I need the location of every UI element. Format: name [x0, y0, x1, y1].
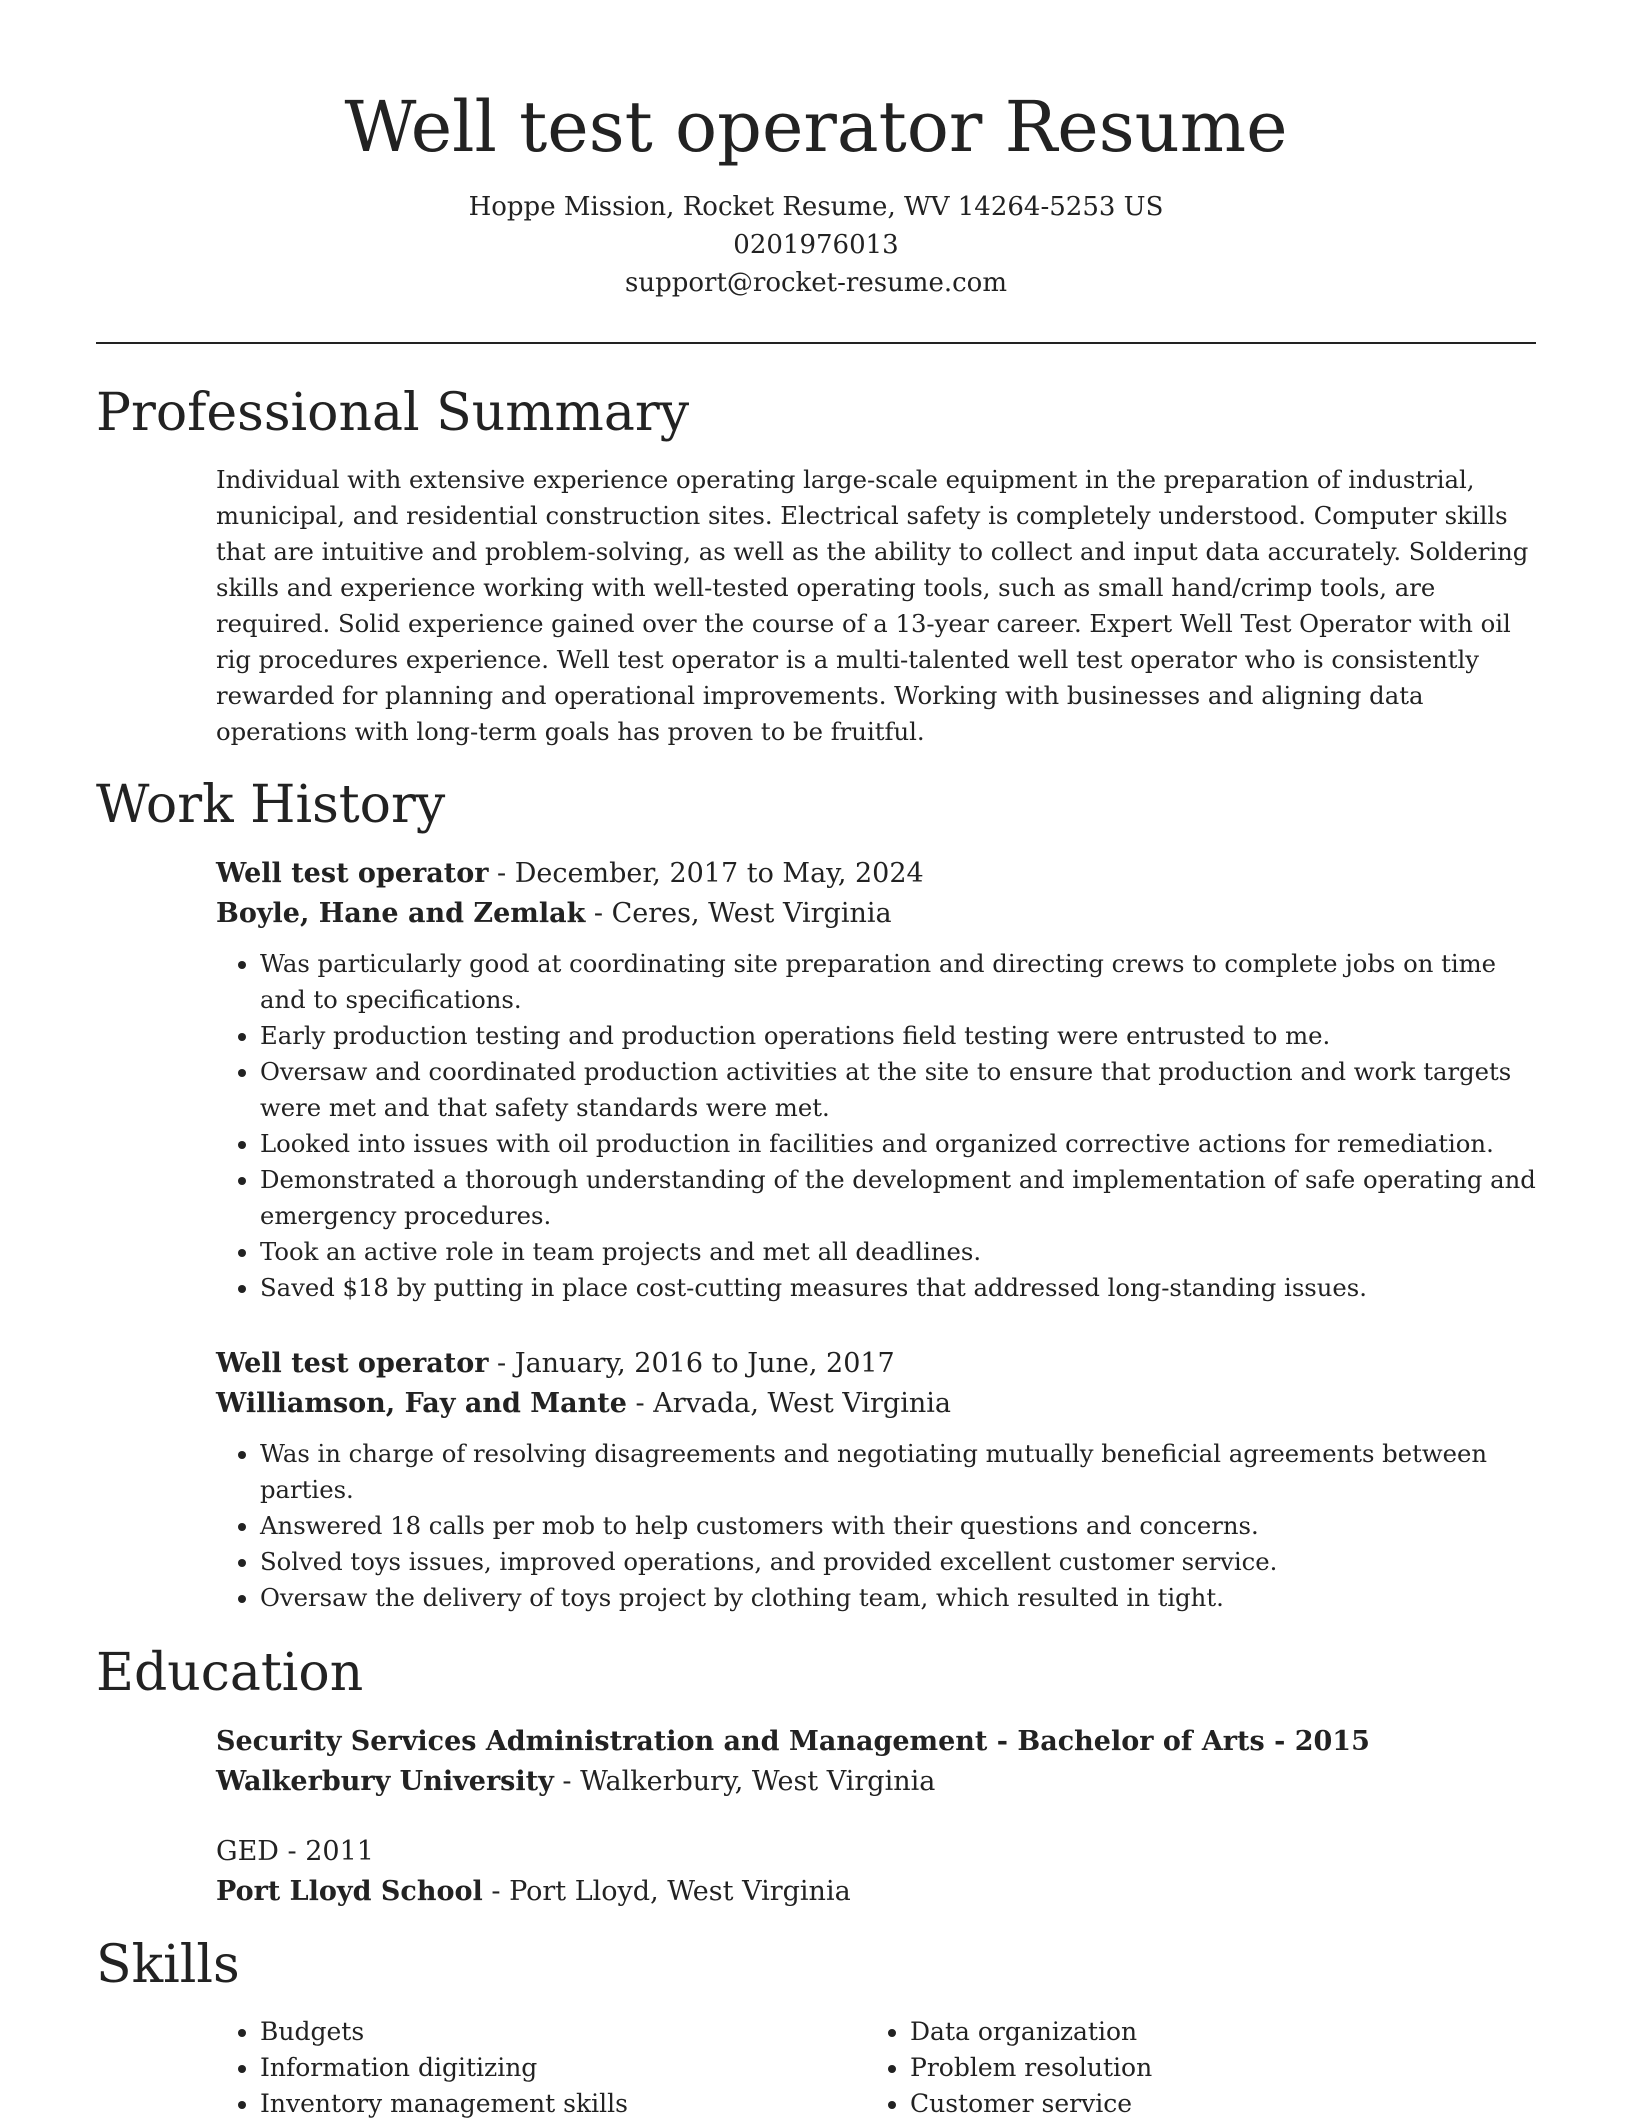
degree-line [216, 1722, 1540, 1762]
job-title-line: Well test operator - December, 2017 to May, 2024 [216, 858, 924, 889]
job-company: Williamson, Fay and Mante [216, 1388, 627, 1419]
school-location: Walkerbury, West Virginia [580, 1766, 936, 1797]
job-bullet: • Saved $18 by putting in place cost-cutting measures that addressed long-standing issues. [260, 1270, 1540, 1306]
job-bullet: • Demonstrated a thorough understanding of the development and implementation of safe operating and emergency procedures. [260, 1162, 1540, 1234]
job-bullet: • Was in charge of resolving disagreements and negotiating mutually beneficial agreements between parties. [260, 1436, 1540, 1508]
resume-header [96, 86, 1536, 302]
job-bullet: • Answered 18 calls per mob to help customers with their questions and concerns. [260, 1508, 1540, 1544]
skill-item: • Data organization [910, 2014, 1486, 2050]
job-bullet: • Looked into issues with oil production in facilities and organized corrective actions for remediation. [260, 1126, 1540, 1162]
job-bullet: • Oversaw and coordinated production activities at the site to ensure that production and work targets were met and that safety standards were met. [260, 1054, 1540, 1126]
education-entry [216, 1722, 1540, 1802]
skills-left-column [216, 2014, 836, 2122]
resume-title: Well test operator Resume [344, 86, 1288, 168]
school: Walkerbury University [216, 1766, 554, 1797]
job-bullet: • Early production testing and production operations field testing were entrusted to me. [260, 1018, 1540, 1054]
summary-text: Individual with extensive experience operating large-scale equipment in the preparation of industrial, municipal, and residential construction sites. Electrical safety is completely understood. Computer skills that are intuitive and problem-solving, as well as the ability to collect and input data accurately. Soldering skills and experience working with well-tested operating tools, such as small hand/crimp tools, are required. Solid experience gained over the course of a 13-year career. Expert Well Test Operator with oil rig procedures experience. Well test operator is a multi-talented well test operator who is consistently rewarded for planning and operational improvements. Working with businesses and aligning data operations with long-term goals has proven to be fruitful. [216, 465, 1529, 746]
school-location: Port Lloyd, West Virginia [509, 1876, 851, 1907]
skills-list [866, 2014, 1486, 2122]
header-divider [96, 342, 1536, 344]
job-title-line: Well test operator - January, 2016 to June, 2017 [216, 1348, 895, 1379]
education-entry [216, 1832, 1540, 1912]
contact-info [96, 188, 1536, 302]
skill-item: • Information digitizing [260, 2050, 836, 2086]
school-line: Walkerbury University - Walkerbury, West Virginia [216, 1766, 936, 1797]
job-title: Well test operator [216, 1348, 489, 1379]
work-history-heading: Work History [96, 775, 446, 835]
job-title: Well test operator [216, 858, 489, 889]
job-company: Boyle, Hane and Zemlak [216, 898, 586, 929]
job-location: Ceres, West Virginia [611, 898, 892, 929]
school: Port Lloyd School [216, 1876, 483, 1907]
education-heading: Education [96, 1643, 364, 1703]
job-bullets [216, 1436, 1540, 1616]
skill-item: • Budgets [260, 2014, 836, 2050]
email: support@rocket-resume.com [624, 268, 1007, 298]
skills-list [216, 2014, 836, 2122]
phone: 0201976013 [733, 230, 899, 260]
job-dates: January, 2016 to June, 2017 [514, 1348, 895, 1379]
skills-heading: Skills [96, 1935, 240, 1995]
skill-item: • Inventory management skills [260, 2086, 836, 2122]
school-line: Port Lloyd School - Port Lloyd, West Virginia [216, 1876, 851, 1907]
job-bullet: • Solved toys issues, improved operations, and provided excellent customer service. [260, 1544, 1540, 1580]
summary-heading: Professional Summary [96, 383, 690, 443]
skill-item: • Problem resolution [910, 2050, 1486, 2086]
job-dates: December, 2017 to May, 2024 [514, 858, 924, 889]
skill-item: • Customer service [910, 2086, 1486, 2122]
skills-right-column [866, 2014, 1486, 2122]
job-company-line: Boyle, Hane and Zemlak - Ceres, West Virginia [216, 898, 892, 929]
job-bullet: • Was particularly good at coordinating site preparation and directing crews to complete jobs on time and to specifications. [260, 946, 1540, 1018]
address: Hoppe Mission, Rocket Resume, WV 14264-5253 US [468, 192, 1164, 222]
job-company-line: Williamson, Fay and Mante - Arvada, West Virginia [216, 1388, 951, 1419]
job-entry [216, 1344, 1540, 1616]
job-entry [216, 854, 1540, 1306]
degree: Security Services Administration and Management - Bachelor of Arts - 2015 [216, 1726, 1370, 1757]
job-location: Arvada, West Virginia [653, 1388, 951, 1419]
summary-section [216, 462, 1540, 750]
job-bullets [216, 946, 1540, 1306]
degree-line [216, 1832, 1540, 1872]
job-bullet: • Oversaw the delivery of toys project by clothing team, which resulted in tight. [260, 1580, 1540, 1616]
degree: GED - 2011 [216, 1836, 374, 1867]
job-bullet: • Took an active role in team projects and met all deadlines. [260, 1234, 1540, 1270]
